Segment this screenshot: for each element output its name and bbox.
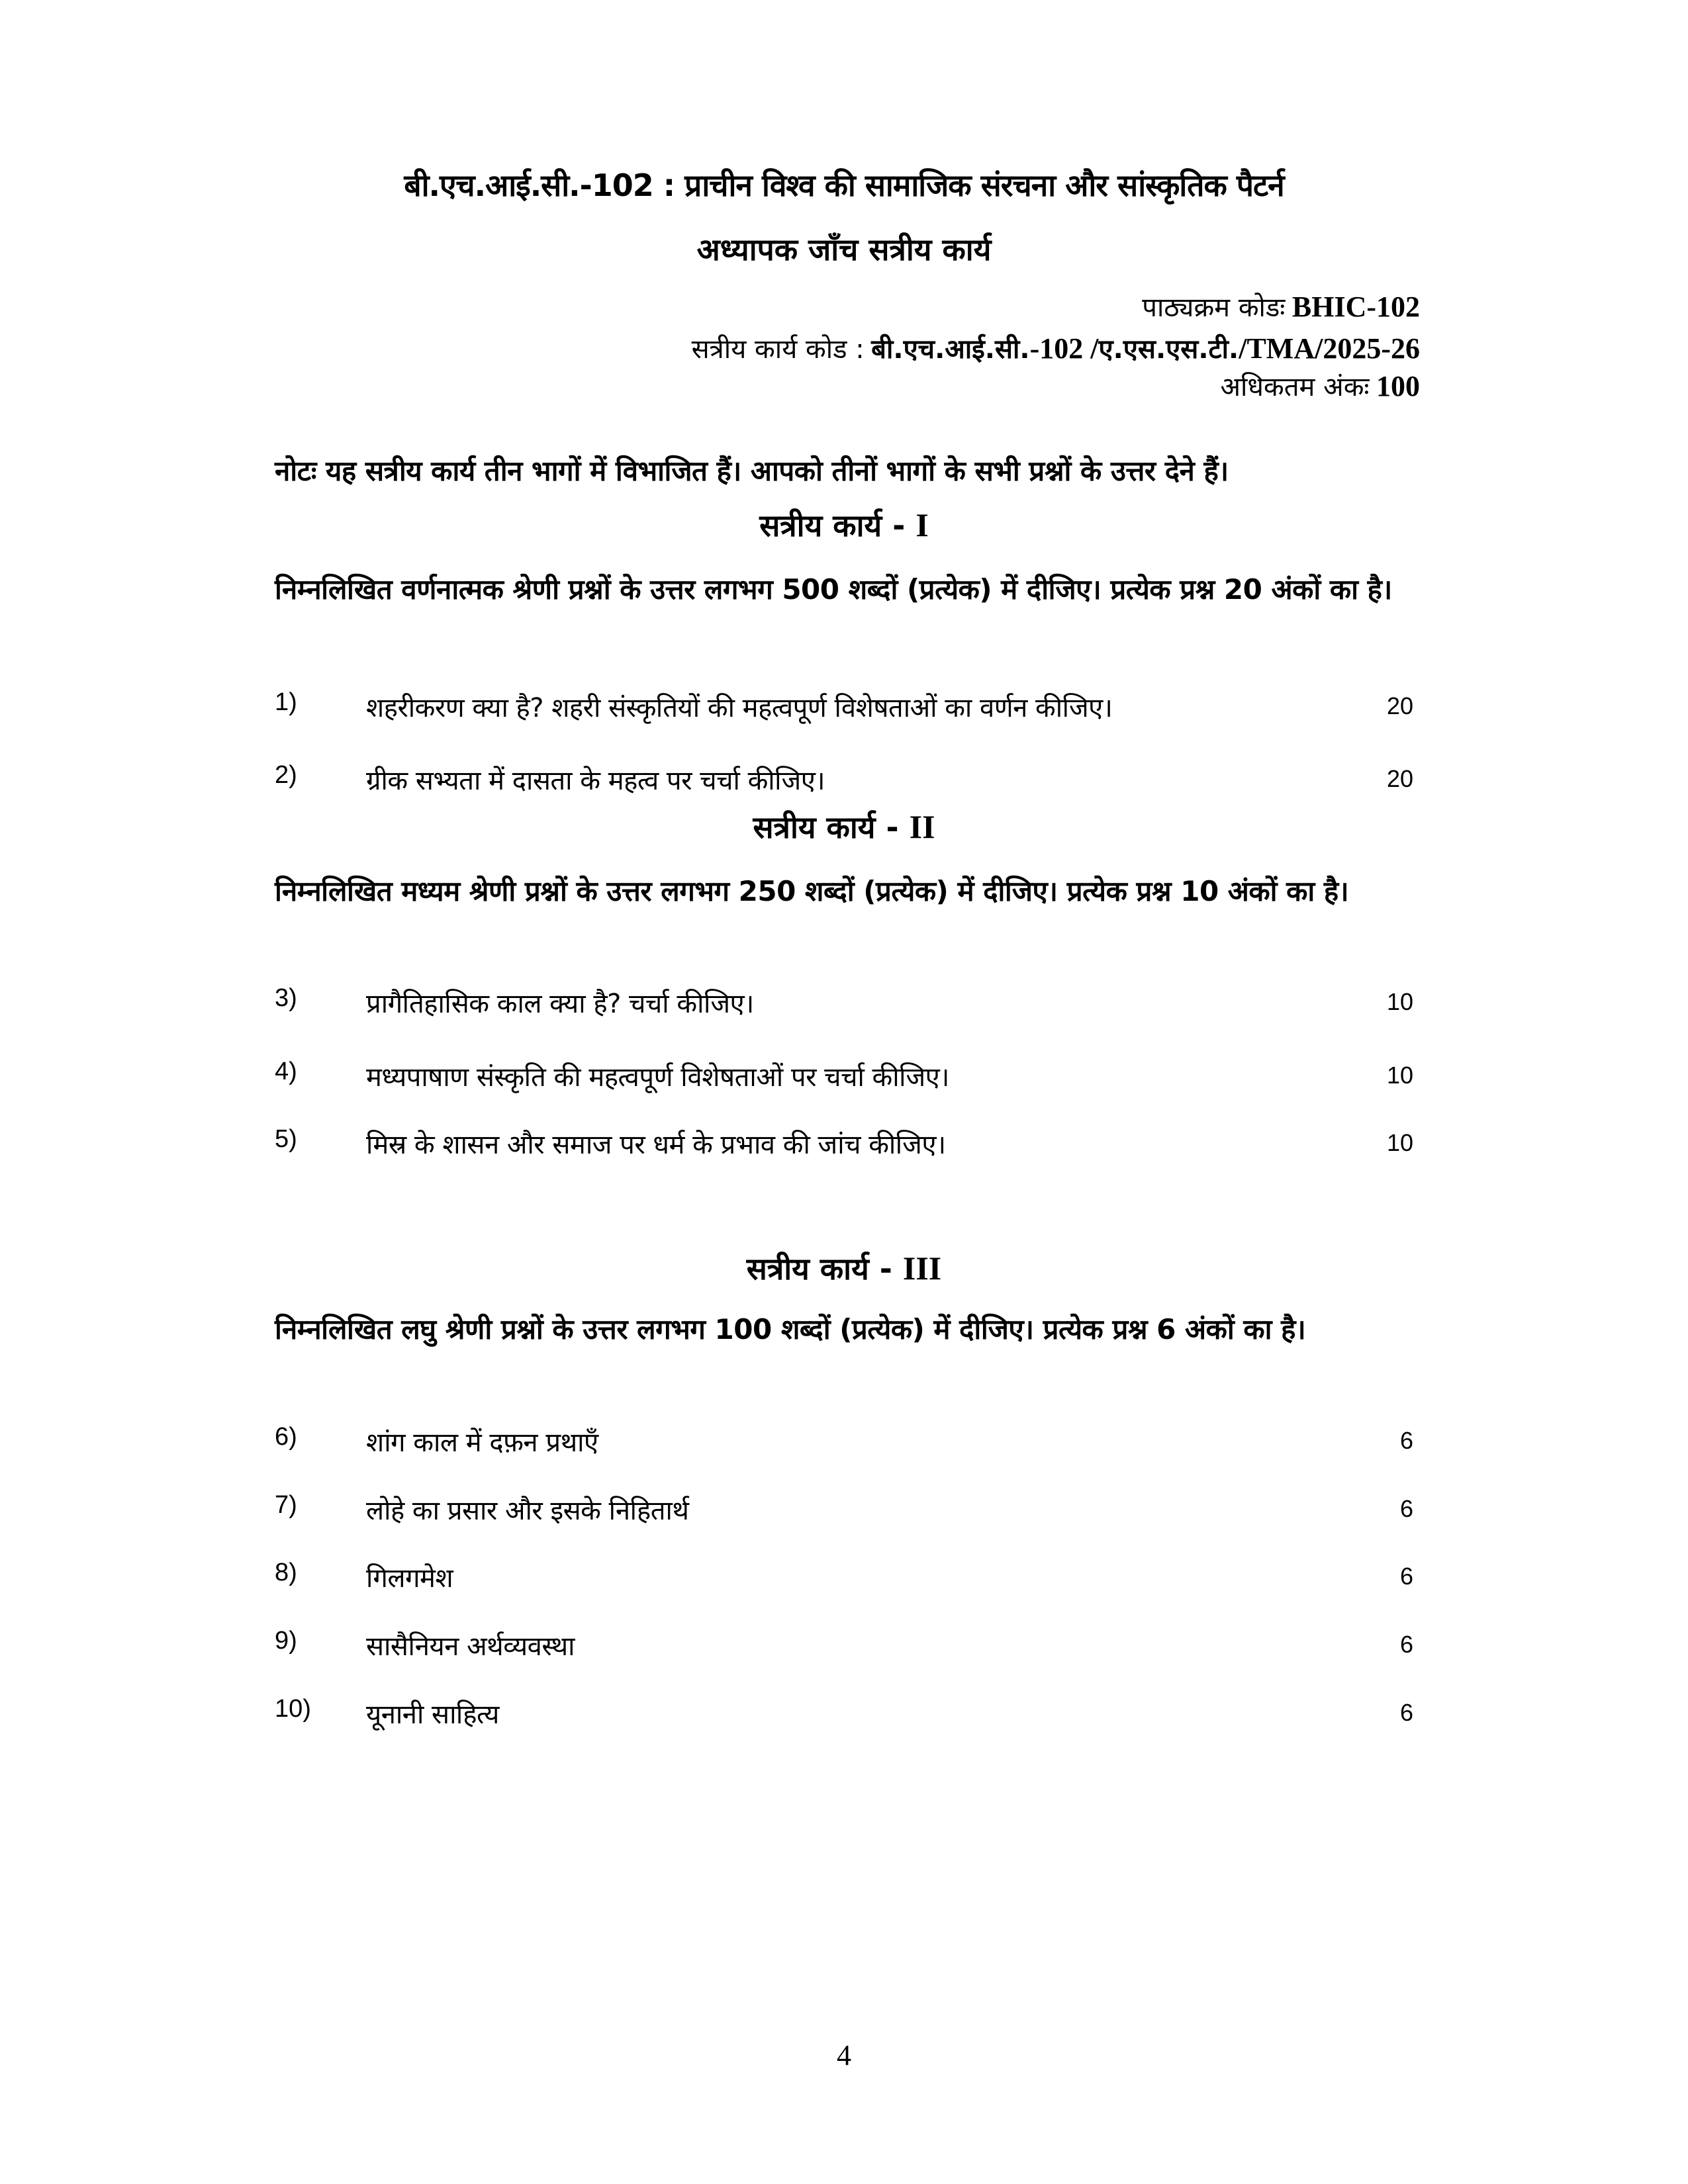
question-text: लोहे का प्रसार और इसके निहितार्थ [366,1496,689,1526]
question-number: 7) [275,1491,297,1519]
document-title: बी.एच.आई.सी.-102 : प्राचीन विश्व की सामाजिक संरचना और सांस्कृतिक पैटर्न [404,167,1284,203]
question-marks: 20 [1386,692,1413,719]
question-text: शांग काल में दफ़न प्रथाएँ [366,1428,598,1458]
question-marks: 6 [1399,1699,1413,1726]
assignment-code-part-3: ए.एस.एस.टी. [1098,334,1239,365]
course-code-value: BHIC-102 [1291,291,1420,323]
question-marks: 6 [1399,1631,1413,1658]
section-heading-label: सत्रीय कार्य [759,508,882,543]
question-text: सासैनियन अर्थव्यवस्था [366,1631,575,1662]
question-row [275,1491,1413,1531]
section-heading-dash: - [875,809,910,845]
section-heading-3 [0,1248,1688,1289]
section-heading-roman: I [915,506,929,543]
assignment-code-part-2: -102 / [1029,332,1099,365]
question-number: 1) [275,688,297,716]
question-row [275,1058,1413,1097]
question-marks: 10 [1386,1062,1413,1089]
section-2-instruction: निम्नलिखित मध्यम श्रेणी प्रश्नों के उत्तर लगभग 250 शब्दों (प्रत्येक) में दीजिए। प्रत्येक प्रश्न 10 अंकों का है। [275,875,1349,907]
section-heading-dash: - [868,1251,903,1287]
question-marks: 20 [1386,765,1413,792]
section-heading-1 [0,504,1688,545]
course-code-label: पाठ्यक्रम कोडः [1142,293,1286,323]
question-text: शहरीकरण क्या है? शहरी संस्कृतियों की महत्वपूर्ण विशेषताओं का वर्णन कीजिए। [366,693,1113,723]
section-3-instruction: निम्नलिखित लघु श्रेणी प्रश्नों के उत्तर लगभग 100 शब्दों (प्रत्येक) में दीजिए। प्रत्येक प्रश्न 6 अंकों का है। [275,1313,1306,1345]
question-row [275,1695,1413,1735]
question-text: प्रागैतिहासिक काल क्या है? चर्चा कीजिए। [366,989,754,1019]
question-row [275,984,1413,1024]
question-number: 3) [275,984,297,1012]
question-row [275,1627,1413,1666]
document-subtitle: अध्यापक जाँच सत्रीय कार्य [696,232,992,267]
assignment-code [692,330,1420,366]
section-heading-label: सत्रीय कार्य [746,1251,869,1287]
question-number: 4) [275,1058,297,1085]
question-text: मिस्र के शासन और समाज पर धर्म के प्रभाव की जांच कीजिए। [366,1130,946,1160]
question-number: 5) [275,1125,297,1153]
section-heading-2 [0,806,1688,847]
question-marks: 10 [1386,1129,1413,1156]
question-marks: 6 [1399,1563,1413,1590]
question-marks: 10 [1386,988,1413,1015]
question-text: यूनानी साहित्य [366,1700,499,1730]
section-heading-dash: - [882,508,916,543]
max-marks-value: 100 [1376,370,1420,402]
question-text: ग्रीक सभ्यता में दासता के महत्व पर चर्चा कीजिए। [366,766,825,796]
page-number: 4 [837,2039,851,2071]
assignment-code-part-1: बी.एच.आई.सी. [871,334,1030,365]
max-marks-label: अधिकतम अंकः [1220,372,1370,402]
question-number: 10) [275,1695,311,1723]
section-heading-label: सत्रीय कार्य [753,809,876,845]
question-row [275,1559,1413,1598]
question-row [275,688,1413,728]
section-heading-roman: II [909,808,935,845]
question-number: 9) [275,1627,297,1655]
question-row [275,761,1413,801]
question-number: 6) [275,1423,297,1451]
assignment-code-label: सत्रीय कार्य कोड : [691,334,865,365]
section-1-instruction: निम्नलिखित वर्णनात्मक श्रेणी प्रश्नों के उत्तर लगभग 500 शब्दों (प्रत्येक) में दीजिए। प्रत्येक प्रश्न 20 अंकों का है। [275,573,1392,606]
course-code [1142,288,1420,324]
question-row [275,1423,1413,1463]
assignment-code-part-4: /TMA/2025-26 [1239,332,1420,365]
section-heading-roman: III [902,1250,942,1287]
question-number: 8) [275,1559,297,1586]
question-text: मध्यपाषाण संस्कृति की महत्वपूर्ण विशेषताओं पर चर्चा कीजिए। [366,1062,949,1093]
note-text: नोटः यह सत्रीय कार्य तीन भागों में विभाजित हैं। आपको तीनों भागों के सभी प्रश्नों के उत्तर देने हैं। [275,455,1229,487]
max-marks [1220,367,1420,404]
question-marks: 6 [1399,1495,1413,1522]
question-number: 2) [275,761,297,789]
question-text: गिलगमेश [366,1563,453,1594]
question-row [275,1125,1413,1165]
question-marks: 6 [1399,1427,1413,1454]
